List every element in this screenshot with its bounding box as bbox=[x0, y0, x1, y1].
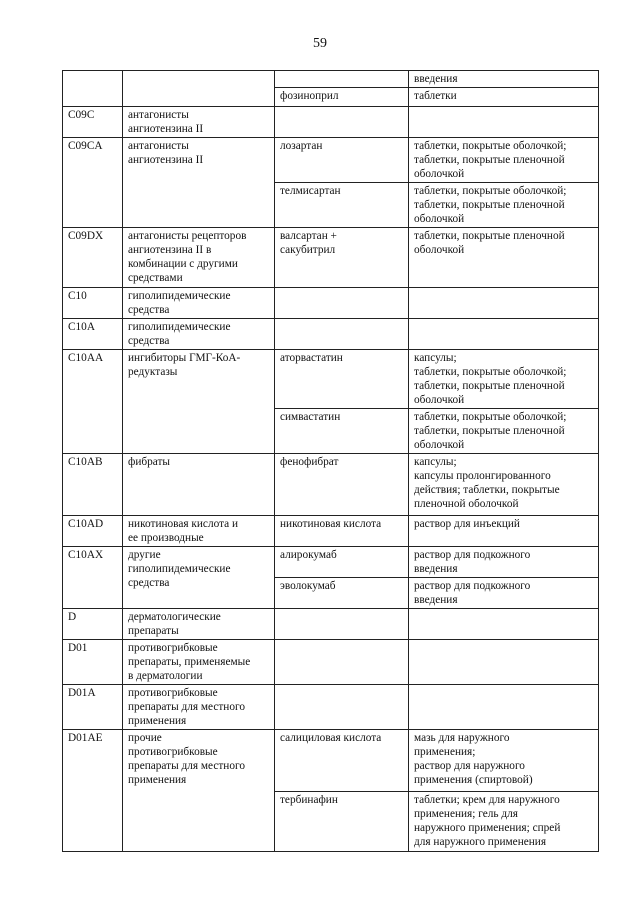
table-row bbox=[63, 107, 599, 138]
dosage-form-cell bbox=[409, 609, 599, 640]
drug-name-cell: телмисартан bbox=[275, 183, 409, 228]
dosage-form-cell: капсулы; капсулы пролонгированного действия; таблетки, покрытые пленочной оболочкой bbox=[409, 454, 599, 516]
table-row bbox=[63, 516, 599, 547]
pharmacological-group-cell: гиполипидемические средства bbox=[123, 288, 275, 319]
drug-name-cell bbox=[275, 640, 409, 685]
table-row bbox=[63, 454, 599, 516]
drug-classification-table bbox=[62, 70, 599, 852]
atc-code-cell: C09C bbox=[63, 107, 123, 138]
pharmacological-group-cell: противогрибковые препараты для местного применения bbox=[123, 685, 275, 730]
drug-name-cell bbox=[275, 609, 409, 640]
pharmacological-group-cell: гиполипидемические средства bbox=[123, 319, 275, 350]
dosage-form-cell: введения bbox=[409, 71, 599, 88]
dosage-form-cell bbox=[409, 288, 599, 319]
drug-name-cell bbox=[275, 685, 409, 730]
drug-name-cell: аторвастатин bbox=[275, 350, 409, 409]
table-row bbox=[63, 547, 599, 578]
drug-name-cell: тербинафин bbox=[275, 792, 409, 852]
table-row bbox=[63, 288, 599, 319]
atc-code-cell: C10AB bbox=[63, 454, 123, 516]
dosage-form-cell bbox=[409, 107, 599, 138]
pharmacological-group-cell: другие гиполипидемические средства bbox=[123, 547, 275, 609]
drug-name-cell: эволокумаб bbox=[275, 578, 409, 609]
pharmacological-group-cell: прочие противогрибковые препараты для местного применения bbox=[123, 730, 275, 852]
pharmacological-group-cell: фибраты bbox=[123, 454, 275, 516]
dosage-form-cell: раствор для подкожного введения bbox=[409, 578, 599, 609]
table-row bbox=[63, 640, 599, 685]
drug-name-cell: фенофибрат bbox=[275, 454, 409, 516]
table-row bbox=[63, 685, 599, 730]
atc-code-cell bbox=[63, 71, 123, 107]
page-number: 59 bbox=[313, 36, 327, 51]
drug-name-cell: лозартан bbox=[275, 138, 409, 183]
dosage-form-cell: таблетки, покрытые пленочной оболочкой bbox=[409, 228, 599, 288]
dosage-form-cell bbox=[409, 685, 599, 730]
table-row bbox=[63, 228, 599, 288]
drug-name-cell bbox=[275, 288, 409, 319]
drug-name-cell: никотиновая кислота bbox=[275, 516, 409, 547]
atc-code-cell: C10A bbox=[63, 319, 123, 350]
pharmacological-group-cell: антагонисты ангиотензина II bbox=[123, 138, 275, 228]
table-row bbox=[63, 319, 599, 350]
pharmacological-group-cell: дерматологические препараты bbox=[123, 609, 275, 640]
pharmacological-group-cell bbox=[123, 71, 275, 107]
atc-code-cell: C10 bbox=[63, 288, 123, 319]
atc-code-cell: D bbox=[63, 609, 123, 640]
pharmacological-group-cell: никотиновая кислота и ее производные bbox=[123, 516, 275, 547]
dosage-form-cell: таблетки, покрытые оболочкой; таблетки, покрытые пленочной оболочкой bbox=[409, 138, 599, 183]
dosage-form-cell: таблетки bbox=[409, 88, 599, 107]
drug-name-cell bbox=[275, 319, 409, 350]
dosage-form-cell bbox=[409, 319, 599, 350]
pharmacological-group-cell: антагонисты ангиотензина II bbox=[123, 107, 275, 138]
drug-name-cell bbox=[275, 71, 409, 88]
dosage-form-cell: раствор для подкожного введения bbox=[409, 547, 599, 578]
table-row bbox=[63, 730, 599, 792]
drug-name-cell: салициловая кислота bbox=[275, 730, 409, 792]
drug-name-cell: фозиноприл bbox=[275, 88, 409, 107]
table-row bbox=[63, 609, 599, 640]
atc-code-cell: C10AA bbox=[63, 350, 123, 454]
pharmacological-group-cell: противогрибковые препараты, применяемые в дерматологии bbox=[123, 640, 275, 685]
dosage-form-cell: таблетки, покрытые оболочкой; таблетки, покрытые пленочной оболочкой bbox=[409, 183, 599, 228]
table-row bbox=[63, 71, 599, 88]
dosage-form-cell: таблетки; крем для наружного применения; гель для наружного применения; спрей для наружного применения bbox=[409, 792, 599, 852]
drug-name-cell: симвастатин bbox=[275, 409, 409, 454]
drug-name-cell: алирокумаб bbox=[275, 547, 409, 578]
atc-code-cell: D01 bbox=[63, 640, 123, 685]
atc-code-cell: D01A bbox=[63, 685, 123, 730]
atc-code-cell: D01AE bbox=[63, 730, 123, 852]
pharmacological-group-cell: антагонисты рецепторов ангиотензина II в комбинации с другими средствами bbox=[123, 228, 275, 288]
atc-code-cell: C10AX bbox=[63, 547, 123, 609]
dosage-form-cell: раствор для инъекций bbox=[409, 516, 599, 547]
drug-name-cell: валсартан + сакубитрил bbox=[275, 228, 409, 288]
dosage-form-cell: таблетки, покрытые оболочкой; таблетки, покрытые пленочной оболочкой bbox=[409, 409, 599, 454]
drug-name-cell bbox=[275, 107, 409, 138]
pharmacological-group-cell: ингибиторы ГМГ-КоА- редуктазы bbox=[123, 350, 275, 454]
atc-code-cell: C09DX bbox=[63, 228, 123, 288]
dosage-form-cell: капсулы; таблетки, покрытые оболочкой; таблетки, покрытые пленочной оболочкой bbox=[409, 350, 599, 409]
table-row bbox=[63, 138, 599, 183]
atc-code-cell: C09CA bbox=[63, 138, 123, 228]
dosage-form-cell: мазь для наружного применения; раствор для наружного применения (спиртовой) bbox=[409, 730, 599, 792]
dosage-form-cell bbox=[409, 640, 599, 685]
atc-code-cell: C10AD bbox=[63, 516, 123, 547]
table-row bbox=[63, 350, 599, 409]
